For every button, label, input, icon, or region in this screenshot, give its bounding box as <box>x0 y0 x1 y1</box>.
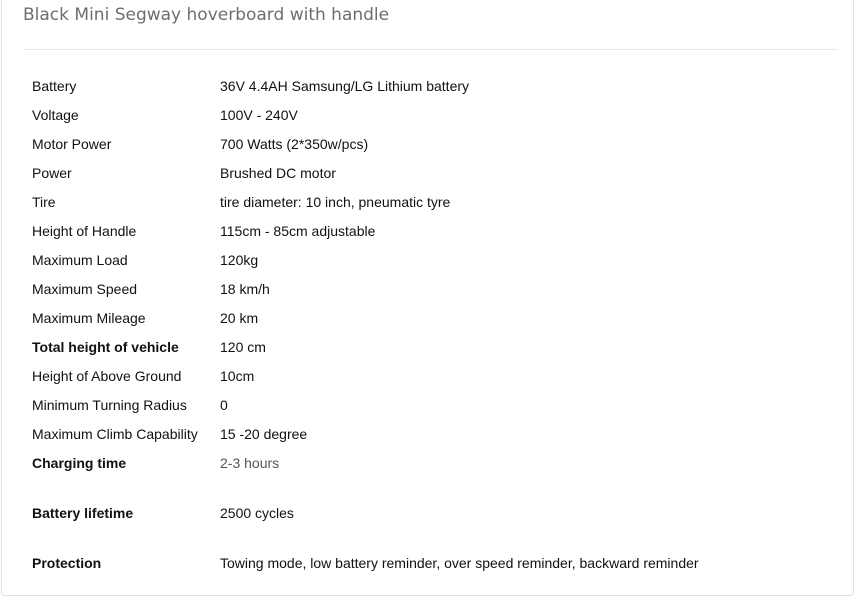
spec-value: 700 Watts (2*350w/pcs) <box>220 136 369 152</box>
spec-row-max-speed <box>32 278 832 307</box>
spec-label: Total height of vehicle <box>32 339 179 355</box>
spec-value: Brushed DC motor <box>220 165 336 181</box>
spec-label: Motor Power <box>32 136 112 152</box>
spec-row-ground-clearance <box>32 365 832 394</box>
spec-row-max-mileage <box>32 307 832 336</box>
spec-row-handle-height <box>32 220 832 249</box>
spec-label: Maximum Speed <box>32 281 138 297</box>
spec-row-battery <box>32 75 832 104</box>
spec-table <box>32 75 832 581</box>
spec-row-battery-lifetime <box>32 502 832 552</box>
product-spec-panel <box>1 0 854 596</box>
spec-label: Minimum Turning Radius <box>32 397 187 413</box>
spec-row-climb-capability <box>32 423 832 452</box>
spec-value: tire diameter: 10 inch, pneumatic tyre <box>220 194 451 210</box>
spec-value: 18 km/h <box>220 281 270 297</box>
spec-label: Voltage <box>32 107 79 123</box>
spec-value: 100V - 240V <box>220 107 298 123</box>
spec-value: 36V 4.4AH Samsung/LG Lithium battery <box>220 78 470 94</box>
spec-value: 20 km <box>220 310 259 326</box>
spec-label: Battery lifetime <box>32 505 134 521</box>
spec-value: 2500 cycles <box>220 505 294 521</box>
spec-value: 115cm - 85cm adjustable <box>220 223 376 239</box>
spec-row-power <box>32 162 832 191</box>
spec-label: Height of Handle <box>32 223 137 239</box>
spec-label: Power <box>32 165 72 181</box>
spec-value: 0 <box>220 397 228 413</box>
spec-row-charging-time <box>32 452 832 502</box>
spec-value: 2-3 hours <box>220 455 280 471</box>
spec-row-voltage <box>32 104 832 133</box>
spec-label: Charging time <box>32 455 127 471</box>
spec-row-total-height <box>32 336 832 365</box>
spec-label: Maximum Load <box>32 252 128 268</box>
spec-row-tire <box>32 191 832 220</box>
spec-label: Height of Above Ground <box>32 368 182 384</box>
spec-row-protection <box>32 552 832 581</box>
spec-row-max-load <box>32 249 832 278</box>
spec-label: Battery <box>32 78 77 94</box>
spec-label: Tire <box>32 194 56 210</box>
spec-value: 120kg <box>220 252 259 268</box>
spec-value: 10cm <box>220 368 255 384</box>
spec-row-turning-radius <box>32 394 832 423</box>
title-divider <box>24 49 837 50</box>
spec-label: Maximum Mileage <box>32 310 146 326</box>
spec-row-motor-power <box>32 133 832 162</box>
spec-value: 120 cm <box>220 339 266 355</box>
spec-value: 15 -20 degree <box>220 426 308 442</box>
product-title: Black Mini Segway hoverboard with handle <box>23 5 390 25</box>
spec-value: Towing mode, low battery reminder, over speed reminder, backward reminder <box>220 555 699 571</box>
spec-label: Protection <box>32 555 102 571</box>
spec-label: Maximum Climb Capability <box>32 426 198 442</box>
